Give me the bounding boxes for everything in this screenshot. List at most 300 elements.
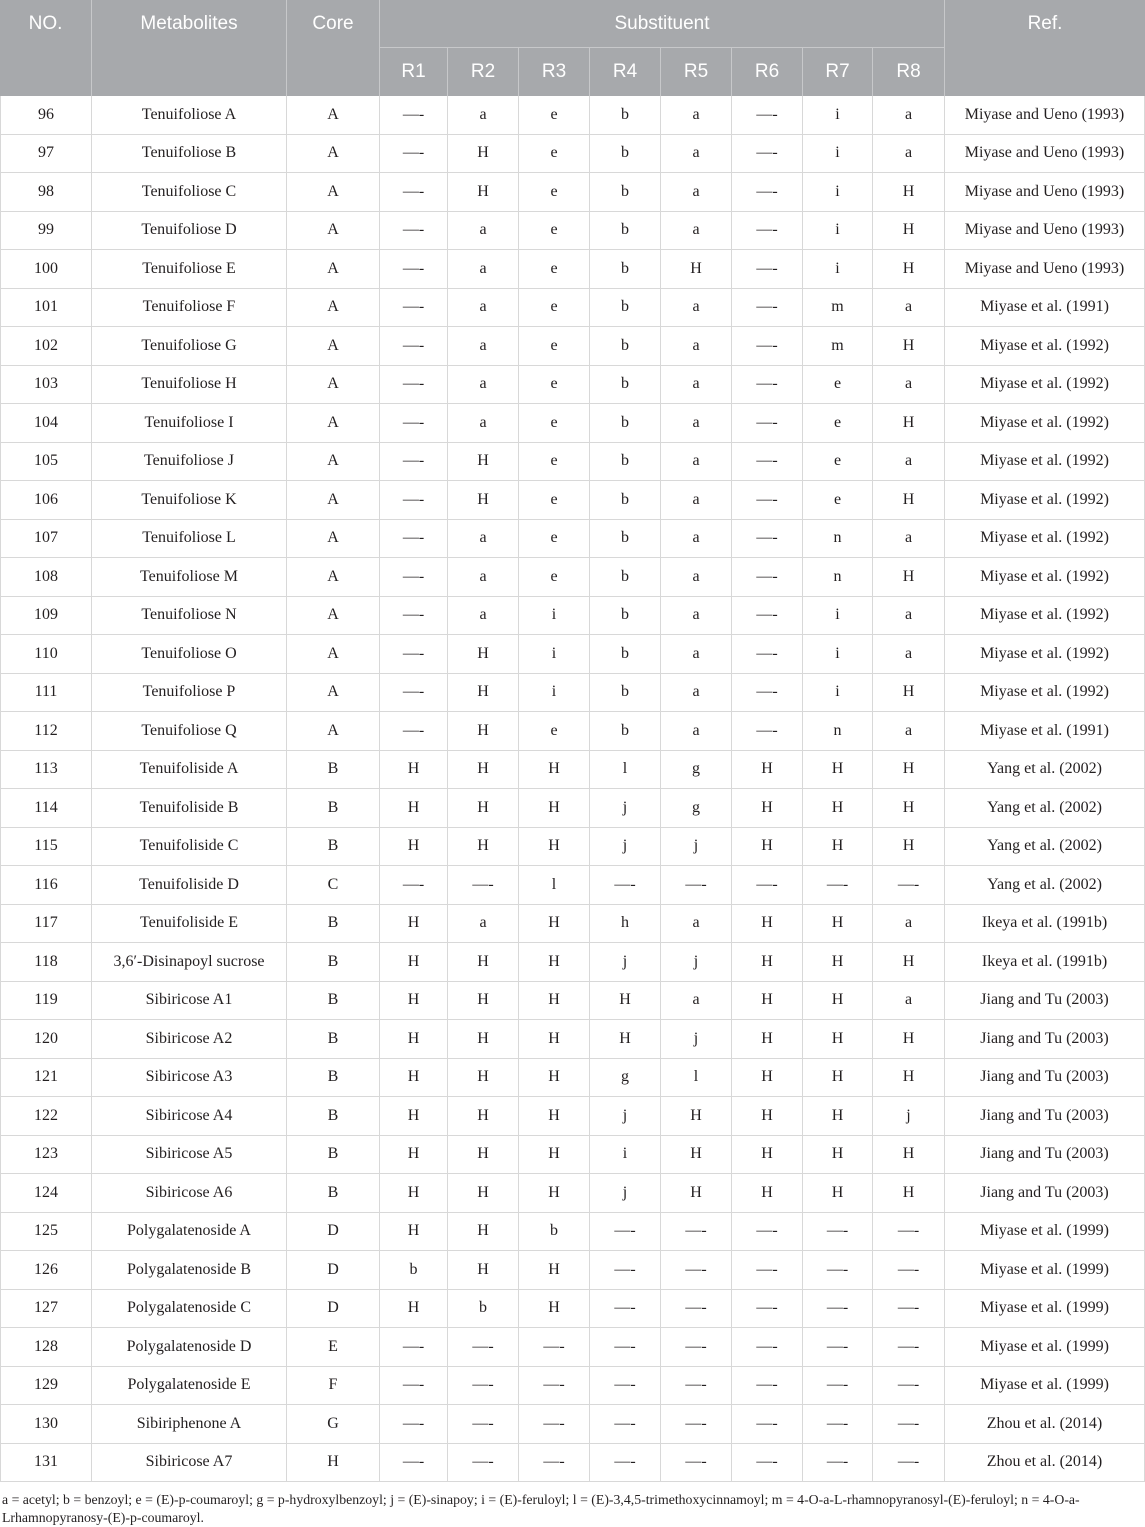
cell-r1: —- — [380, 289, 448, 328]
cell-r6: —- — [732, 1251, 803, 1290]
cell-r3: H — [519, 828, 590, 867]
cell-r5: a — [661, 520, 732, 559]
cell-r7: H — [803, 1020, 873, 1059]
cell-r5: a — [661, 635, 732, 674]
cell-metabolite: Tenuifoliose E — [92, 250, 287, 289]
cell-core: A — [287, 712, 380, 751]
cell-r5: a — [661, 558, 732, 597]
cell-r8: H — [873, 173, 945, 212]
cell-r6: H — [732, 1136, 803, 1175]
cell-metabolite: Tenuifoliose K — [92, 481, 287, 520]
cell-core: A — [287, 674, 380, 713]
cell-r8: H — [873, 751, 945, 790]
cell-r1: H — [380, 751, 448, 790]
cell-r4: j — [590, 1174, 661, 1213]
cell-r5: a — [661, 96, 732, 135]
cell-r7: H — [803, 1059, 873, 1098]
cell-r7: —- — [803, 1328, 873, 1367]
cell-r3: l — [519, 866, 590, 905]
cell-r3: —- — [519, 1328, 590, 1367]
cell-r4: j — [590, 789, 661, 828]
cell-core: E — [287, 1328, 380, 1367]
cell-no: 107 — [0, 520, 92, 559]
cell-r3: e — [519, 404, 590, 443]
table-row — [0, 558, 1145, 597]
cell-r2: H — [448, 828, 519, 867]
cell-r5: H — [661, 1097, 732, 1136]
cell-r3: H — [519, 1097, 590, 1136]
cell-r2: H — [448, 135, 519, 174]
cell-r4: l — [590, 751, 661, 790]
cell-ref: Jiang and Tu (2003) — [945, 1059, 1145, 1098]
cell-r6: —- — [732, 135, 803, 174]
table-row — [0, 635, 1145, 674]
cell-no: 121 — [0, 1059, 92, 1098]
cell-metabolite: Tenuifoliose M — [92, 558, 287, 597]
cell-r2: a — [448, 905, 519, 944]
cell-core: B — [287, 1097, 380, 1136]
cell-ref: Miyase et al. (1992) — [945, 404, 1145, 443]
cell-r7: e — [803, 404, 873, 443]
cell-r2: H — [448, 1174, 519, 1213]
cell-no: 106 — [0, 481, 92, 520]
cell-ref: Miyase and Ueno (1993) — [945, 250, 1145, 289]
cell-r7: m — [803, 289, 873, 328]
cell-r3: e — [519, 366, 590, 405]
cell-r8: H — [873, 943, 945, 982]
cell-r1: H — [380, 1059, 448, 1098]
cell-r1: —- — [380, 712, 448, 751]
cell-ref: Miyase et al. (1992) — [945, 481, 1145, 520]
cell-r8: a — [873, 96, 945, 135]
cell-no: 96 — [0, 96, 92, 135]
cell-r6: —- — [732, 1405, 803, 1444]
cell-r6: —- — [732, 212, 803, 251]
cell-r2: H — [448, 1136, 519, 1175]
cell-r8: H — [873, 212, 945, 251]
header-r7: R7 — [803, 48, 873, 96]
cell-core: G — [287, 1405, 380, 1444]
cell-r8: —- — [873, 1290, 945, 1329]
cell-no: 99 — [0, 212, 92, 251]
cell-r2: —- — [448, 1367, 519, 1406]
cell-r6: —- — [732, 1328, 803, 1367]
cell-no: 102 — [0, 327, 92, 366]
cell-r8: —- — [873, 1444, 945, 1483]
table-row — [0, 404, 1145, 443]
table-row — [0, 1328, 1145, 1367]
cell-r3: H — [519, 943, 590, 982]
cell-r4: b — [590, 135, 661, 174]
cell-r1: —- — [380, 250, 448, 289]
cell-r2: —- — [448, 1328, 519, 1367]
cell-r4: b — [590, 520, 661, 559]
cell-r3: b — [519, 1213, 590, 1252]
cell-r5: g — [661, 789, 732, 828]
cell-ref: Miyase et al. (1999) — [945, 1367, 1145, 1406]
cell-r7: H — [803, 1136, 873, 1175]
cell-r8: —- — [873, 866, 945, 905]
cell-no: 111 — [0, 674, 92, 713]
cell-metabolite: Tenuifoliside A — [92, 751, 287, 790]
cell-metabolite: Tenuifoliose Q — [92, 712, 287, 751]
cell-metabolite: Tenuifoliose F — [92, 289, 287, 328]
cell-ref: Miyase et al. (1992) — [945, 635, 1145, 674]
cell-r8: H — [873, 1020, 945, 1059]
cell-r6: —- — [732, 866, 803, 905]
cell-r3: e — [519, 712, 590, 751]
cell-metabolite: Sibiriphenone A — [92, 1405, 287, 1444]
cell-r7: e — [803, 366, 873, 405]
cell-ref: Miyase et al. (1991) — [945, 289, 1145, 328]
cell-r8: H — [873, 1174, 945, 1213]
cell-r7: n — [803, 558, 873, 597]
cell-r6: —- — [732, 404, 803, 443]
table-row — [0, 1136, 1145, 1175]
cell-r7: i — [803, 635, 873, 674]
cell-r8: H — [873, 789, 945, 828]
cell-ref: Miyase and Ueno (1993) — [945, 212, 1145, 251]
cell-r6: —- — [732, 443, 803, 482]
cell-r7: —- — [803, 1405, 873, 1444]
header-core: Core — [287, 0, 380, 96]
cell-core: A — [287, 404, 380, 443]
cell-r1: —- — [380, 212, 448, 251]
cell-core: B — [287, 982, 380, 1021]
cell-ref: Miyase et al. (1999) — [945, 1328, 1145, 1367]
cell-r8: a — [873, 982, 945, 1021]
table-row — [0, 443, 1145, 482]
table-row — [0, 1059, 1145, 1098]
cell-r5: —- — [661, 1213, 732, 1252]
cell-ref: Miyase and Ueno (1993) — [945, 135, 1145, 174]
cell-r2: H — [448, 1020, 519, 1059]
cell-r7: m — [803, 327, 873, 366]
cell-r2: a — [448, 327, 519, 366]
cell-metabolite: Tenuifoliose C — [92, 173, 287, 212]
cell-r6: H — [732, 828, 803, 867]
cell-core: D — [287, 1251, 380, 1290]
cell-r5: a — [661, 982, 732, 1021]
cell-r2: H — [448, 173, 519, 212]
cell-core: D — [287, 1290, 380, 1329]
cell-no: 128 — [0, 1328, 92, 1367]
cell-r8: H — [873, 327, 945, 366]
cell-no: 98 — [0, 173, 92, 212]
cell-r3: H — [519, 1174, 590, 1213]
cell-r1: H — [380, 1213, 448, 1252]
cell-ref: Jiang and Tu (2003) — [945, 1136, 1145, 1175]
cell-r5: —- — [661, 1444, 732, 1483]
cell-r4: b — [590, 327, 661, 366]
cell-r3: i — [519, 635, 590, 674]
cell-r1: H — [380, 905, 448, 944]
cell-r3: e — [519, 327, 590, 366]
cell-r7: —- — [803, 1213, 873, 1252]
cell-r3: H — [519, 905, 590, 944]
table-row — [0, 1097, 1145, 1136]
table-row — [0, 96, 1145, 135]
cell-r1: b — [380, 1251, 448, 1290]
table-row — [0, 289, 1145, 328]
cell-r3: e — [519, 289, 590, 328]
cell-metabolite: Tenuifoliside C — [92, 828, 287, 867]
cell-r6: —- — [732, 1367, 803, 1406]
cell-r2: H — [448, 635, 519, 674]
cell-r1: —- — [380, 1405, 448, 1444]
cell-r2: H — [448, 712, 519, 751]
cell-r7: —- — [803, 1444, 873, 1483]
cell-r1: —- — [380, 1367, 448, 1406]
cell-r4: j — [590, 828, 661, 867]
cell-r3: e — [519, 558, 590, 597]
cell-r5: a — [661, 481, 732, 520]
cell-metabolite: Tenuifoliose H — [92, 366, 287, 405]
cell-r6: H — [732, 943, 803, 982]
cell-no: 108 — [0, 558, 92, 597]
cell-metabolite: Tenuifoliose D — [92, 212, 287, 251]
cell-r2: H — [448, 751, 519, 790]
cell-r1: —- — [380, 173, 448, 212]
cell-r4: —- — [590, 1328, 661, 1367]
table-row — [0, 1444, 1145, 1483]
cell-r5: a — [661, 212, 732, 251]
cell-r2: H — [448, 1251, 519, 1290]
cell-r8: a — [873, 443, 945, 482]
cell-r5: a — [661, 135, 732, 174]
cell-r2: H — [448, 943, 519, 982]
cell-r8: H — [873, 404, 945, 443]
cell-ref: Jiang and Tu (2003) — [945, 1097, 1145, 1136]
cell-r4: —- — [590, 1405, 661, 1444]
cell-r4: j — [590, 943, 661, 982]
cell-ref: Zhou et al. (2014) — [945, 1444, 1145, 1483]
cell-core: B — [287, 789, 380, 828]
cell-core: A — [287, 173, 380, 212]
cell-r3: e — [519, 443, 590, 482]
cell-ref: Ikeya et al. (1991b) — [945, 905, 1145, 944]
cell-metabolite: Tenuifoliose A — [92, 96, 287, 135]
cell-r8: —- — [873, 1213, 945, 1252]
header-no: NO. — [0, 0, 92, 96]
cell-r1: —- — [380, 1444, 448, 1483]
cell-core: A — [287, 520, 380, 559]
cell-no: 127 — [0, 1290, 92, 1329]
cell-r6: H — [732, 1174, 803, 1213]
cell-core: B — [287, 828, 380, 867]
cell-r7: i — [803, 212, 873, 251]
cell-core: B — [287, 943, 380, 982]
cell-r4: H — [590, 1020, 661, 1059]
cell-ref: Miyase et al. (1999) — [945, 1251, 1145, 1290]
table-row — [0, 327, 1145, 366]
cell-no: 104 — [0, 404, 92, 443]
cell-r5: a — [661, 366, 732, 405]
cell-r5: —- — [661, 1328, 732, 1367]
cell-metabolite: Tenuifoliside E — [92, 905, 287, 944]
cell-r4: b — [590, 366, 661, 405]
table-row — [0, 828, 1145, 867]
table-row — [0, 712, 1145, 751]
cell-r2: a — [448, 404, 519, 443]
cell-r1: H — [380, 982, 448, 1021]
cell-r6: —- — [732, 366, 803, 405]
cell-r5: —- — [661, 1367, 732, 1406]
cell-r7: H — [803, 943, 873, 982]
cell-r6: —- — [732, 327, 803, 366]
cell-r6: —- — [732, 1444, 803, 1483]
cell-r6: H — [732, 1097, 803, 1136]
cell-ref: Jiang and Tu (2003) — [945, 1174, 1145, 1213]
cell-no: 110 — [0, 635, 92, 674]
cell-metabolite: Sibiricose A6 — [92, 1174, 287, 1213]
cell-metabolite: Tenuifoliose G — [92, 327, 287, 366]
cell-r4: i — [590, 1136, 661, 1175]
cell-core: A — [287, 481, 380, 520]
cell-r5: a — [661, 905, 732, 944]
table-header — [0, 0, 1145, 96]
cell-r1: H — [380, 1174, 448, 1213]
cell-r5: —- — [661, 1251, 732, 1290]
cell-r1: —- — [380, 366, 448, 405]
table-row — [0, 982, 1145, 1021]
cell-ref: Miyase et al. (1992) — [945, 366, 1145, 405]
cell-r4: —- — [590, 1444, 661, 1483]
cell-r1: —- — [380, 404, 448, 443]
cell-r4: b — [590, 173, 661, 212]
table-row — [0, 135, 1145, 174]
cell-r8: a — [873, 289, 945, 328]
cell-r3: H — [519, 982, 590, 1021]
cell-r7: H — [803, 751, 873, 790]
cell-ref: Miyase et al. (1999) — [945, 1213, 1145, 1252]
cell-metabolite: 3,6′-Disinapoyl sucrose — [92, 943, 287, 982]
cell-r4: h — [590, 905, 661, 944]
header-substituent: Substituent — [380, 0, 945, 48]
cell-r6: —- — [732, 674, 803, 713]
cell-r4: —- — [590, 1213, 661, 1252]
cell-ref: Miyase et al. (1992) — [945, 327, 1145, 366]
cell-r2: a — [448, 597, 519, 636]
cell-metabolite: Polygalatenoside B — [92, 1251, 287, 1290]
cell-no: 97 — [0, 135, 92, 174]
cell-metabolite: Sibiricose A3 — [92, 1059, 287, 1098]
cell-metabolite: Tenuifoliose N — [92, 597, 287, 636]
cell-core: F — [287, 1367, 380, 1406]
cell-r8: a — [873, 597, 945, 636]
cell-r2: —- — [448, 1405, 519, 1444]
cell-r4: b — [590, 674, 661, 713]
cell-r8: a — [873, 520, 945, 559]
cell-r1: H — [380, 789, 448, 828]
cell-r2: a — [448, 366, 519, 405]
cell-r1: —- — [380, 866, 448, 905]
cell-no: 120 — [0, 1020, 92, 1059]
cell-r3: i — [519, 597, 590, 636]
cell-core: A — [287, 250, 380, 289]
cell-no: 113 — [0, 751, 92, 790]
cell-core: B — [287, 1174, 380, 1213]
cell-ref: Miyase and Ueno (1993) — [945, 173, 1145, 212]
cell-r4: b — [590, 443, 661, 482]
cell-r2: H — [448, 481, 519, 520]
cell-ref: Miyase et al. (1992) — [945, 597, 1145, 636]
cell-r2: H — [448, 1097, 519, 1136]
cell-r7: i — [803, 250, 873, 289]
cell-r4: b — [590, 712, 661, 751]
cell-r5: a — [661, 597, 732, 636]
cell-r7: e — [803, 443, 873, 482]
cell-r7: H — [803, 905, 873, 944]
cell-r4: b — [590, 212, 661, 251]
header-r4: R4 — [590, 48, 661, 96]
cell-core: D — [287, 1213, 380, 1252]
cell-r1: —- — [380, 674, 448, 713]
cell-r3: H — [519, 1020, 590, 1059]
cell-r3: i — [519, 674, 590, 713]
cell-r3: e — [519, 250, 590, 289]
cell-r8: a — [873, 905, 945, 944]
cell-r4: b — [590, 250, 661, 289]
cell-r6: —- — [732, 635, 803, 674]
cell-core: A — [287, 635, 380, 674]
cell-metabolite: Tenuifoliose P — [92, 674, 287, 713]
cell-no: 126 — [0, 1251, 92, 1290]
cell-r7: H — [803, 1174, 873, 1213]
cell-r8: H — [873, 1059, 945, 1098]
cell-r6: —- — [732, 520, 803, 559]
cell-core: B — [287, 1059, 380, 1098]
cell-ref: Yang et al. (2002) — [945, 751, 1145, 790]
cell-ref: Yang et al. (2002) — [945, 866, 1145, 905]
cell-r1: —- — [380, 520, 448, 559]
cell-r6: —- — [732, 558, 803, 597]
cell-ref: Miyase et al. (1992) — [945, 674, 1145, 713]
cell-no: 109 — [0, 597, 92, 636]
cell-metabolite: Sibiricose A2 — [92, 1020, 287, 1059]
cell-metabolite: Polygalatenoside C — [92, 1290, 287, 1329]
cell-r2: a — [448, 250, 519, 289]
cell-r1: H — [380, 1020, 448, 1059]
cell-metabolite: Polygalatenoside E — [92, 1367, 287, 1406]
cell-ref: Yang et al. (2002) — [945, 828, 1145, 867]
cell-core: A — [287, 366, 380, 405]
cell-no: 114 — [0, 789, 92, 828]
cell-r7: —- — [803, 1251, 873, 1290]
cell-r4: —- — [590, 1290, 661, 1329]
cell-r5: a — [661, 173, 732, 212]
header-r5: R5 — [661, 48, 732, 96]
cell-ref: Miyase et al. (1991) — [945, 712, 1145, 751]
cell-r3: —- — [519, 1405, 590, 1444]
cell-r7: n — [803, 520, 873, 559]
cell-r7: H — [803, 789, 873, 828]
cell-core: A — [287, 289, 380, 328]
cell-r5: —- — [661, 1290, 732, 1329]
cell-r6: —- — [732, 481, 803, 520]
cell-ref: Ikeya et al. (1991b) — [945, 943, 1145, 982]
cell-r1: —- — [380, 135, 448, 174]
cell-ref: Yang et al. (2002) — [945, 789, 1145, 828]
cell-metabolite: Tenuifoliose L — [92, 520, 287, 559]
header-r1: R1 — [380, 48, 448, 96]
cell-r6: —- — [732, 1290, 803, 1329]
cell-r8: j — [873, 1097, 945, 1136]
table-row — [0, 481, 1145, 520]
cell-r7: i — [803, 135, 873, 174]
cell-r1: H — [380, 1136, 448, 1175]
cell-r8: a — [873, 366, 945, 405]
